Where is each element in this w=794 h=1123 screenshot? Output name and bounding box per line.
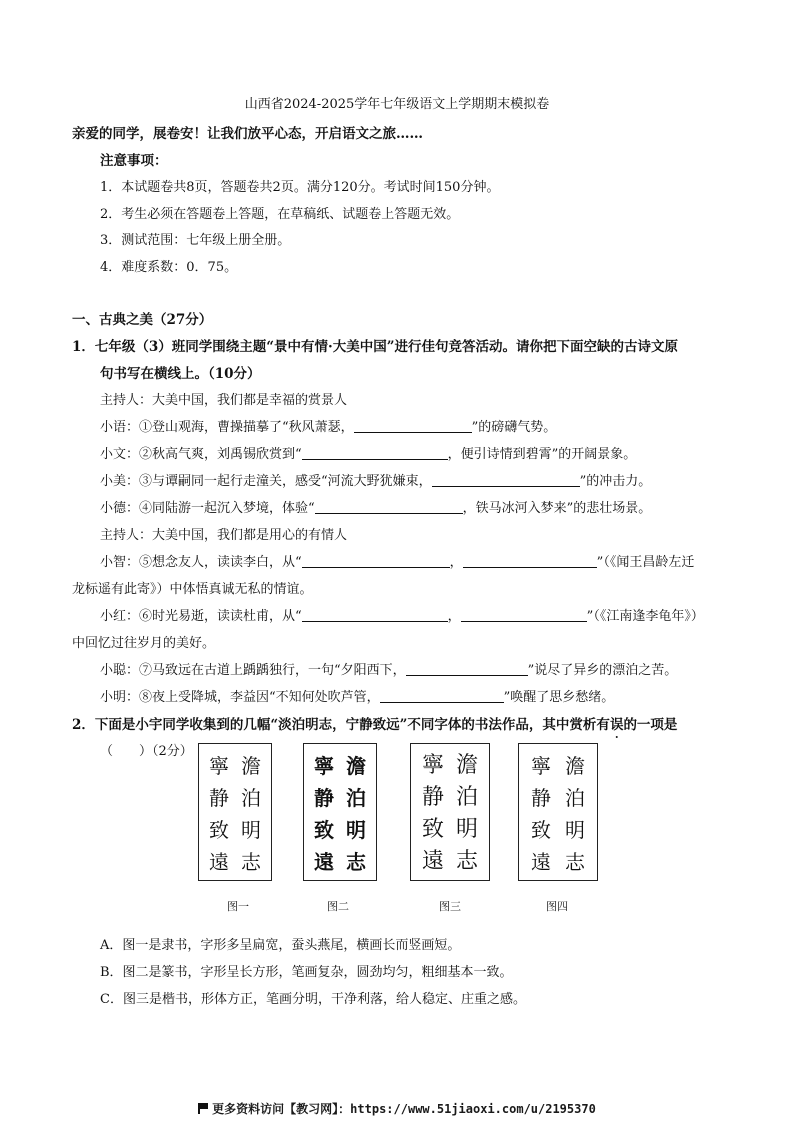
answer-blank[interactable]: [463, 553, 597, 568]
answer-blank[interactable]: [432, 472, 580, 487]
image-caption: 图四: [546, 900, 568, 913]
line-continuation: 龙标遥有此寄》）中体悟真诚无私的情谊。: [72, 582, 313, 597]
calligraphy-char: 致: [421, 817, 444, 842]
calligraphy-char: 泊: [565, 786, 585, 810]
line-text: ”唤醒了思乡愁绪。: [503, 690, 615, 705]
footer-text: 更多资料访问【教习网】：https://www.51jiaoxi.com/u/2195370: [212, 1102, 596, 1116]
answer-line-3: [100, 470, 651, 489]
answer-line-4: [100, 497, 651, 516]
answer-blank[interactable]: [302, 445, 448, 460]
calligraphy-image-3: [410, 743, 490, 881]
calligraphy-char: 静: [314, 786, 334, 810]
notice-item: 2．考生必须在答题卷上答题，在草稿纸、试题卷上答题无效。: [100, 207, 460, 222]
image-caption: 图一: [227, 900, 249, 913]
emphasis-char: 误: [609, 717, 624, 733]
calligraphy-char: 寧: [531, 754, 551, 778]
calligraphy-char: 遠: [531, 850, 551, 874]
stem-text: 2．下面是小宇同学收集到的几幅“淡泊明志，宁静致远”不同字体的书法作品，其中赏析有: [72, 717, 610, 733]
line-text: 小聪：⑦马致远在古道上踽踽独行，一句“夕阳西下，: [100, 663, 406, 678]
answer-blank[interactable]: [302, 553, 450, 568]
line-continuation: 中回忆过往岁月的美好。: [72, 636, 216, 651]
option-b: B．图二是篆书，字形呈长方形，笔画复杂，圆劲均匀，粗细基本一致。: [100, 965, 513, 980]
calligraphy-char: 寧: [314, 754, 334, 778]
section-heading: 一、古典之美（27分）: [72, 312, 213, 328]
line-text: ，: [449, 555, 463, 570]
calligraphy-left-column: [419, 750, 447, 878]
question-2-blank: （ ）（2分）: [100, 744, 193, 759]
line-text: ”（《闻王昌龄左迁: [596, 555, 695, 570]
calligraphy-char: 寧: [421, 753, 444, 778]
calligraphy-char: 志: [455, 849, 478, 874]
calligraphy-char: 遠: [209, 850, 229, 874]
calligraphy-right-column: [453, 750, 481, 878]
calligraphy-char: 泊: [241, 786, 261, 810]
calligraphy-char: 泊: [455, 785, 478, 810]
image-caption: 图二: [327, 900, 349, 913]
line-text: 小智：⑤想念友人，读读李白，从“: [100, 555, 302, 570]
calligraphy-char: 志: [241, 850, 261, 874]
answer-line-8: [100, 686, 614, 705]
page-title: 山西省2024-2025学年七年级语文上学期期末模拟卷: [244, 97, 550, 112]
calligraphy-image-1: [198, 743, 272, 881]
answer-blank[interactable]: [354, 418, 472, 433]
calligraphy-char: 致: [314, 818, 334, 842]
line-text: ”的冲击力。: [579, 474, 652, 489]
calligraphy-char: 静: [421, 785, 444, 810]
notice-item: 4．难度系数：0．75。: [100, 260, 238, 275]
footer-link[interactable]: [0, 1100, 794, 1117]
answer-blank[interactable]: [315, 499, 463, 514]
answer-line-1: [100, 416, 556, 435]
calligraphy-left-column: [310, 750, 338, 878]
answer-blank[interactable]: [302, 607, 448, 622]
line-text: ，: [447, 609, 461, 624]
question-2-stem: [72, 713, 677, 733]
calligraphy-char: 寧: [209, 754, 229, 778]
line-text: 小德：④同陆游一起沉入梦境，体验“: [100, 501, 315, 516]
line-text: ”的磅礴气势。: [471, 420, 557, 435]
calligraphy-char: 志: [346, 850, 366, 874]
calligraphy-char: 致: [209, 818, 229, 842]
question-1-stem-cont: 句书写在横线上。（10分）: [100, 366, 261, 382]
calligraphy-char: 明: [565, 818, 585, 842]
calligraphy-char: 澹: [565, 754, 585, 778]
line-text: 小红：⑥时光易逝，读读杜甫，从“: [100, 609, 302, 624]
line-text: 小明：⑧夜上受降城，李益因“不知何处吹芦管，: [100, 690, 380, 705]
image-caption: 图三: [439, 900, 461, 913]
calligraphy-right-column: [237, 750, 265, 878]
host-line: 主持人：大美中国，我们都是幸福的赏景人: [100, 393, 348, 408]
calligraphy-left-column: [527, 750, 555, 878]
stem-text: 的一项是: [623, 717, 678, 733]
calligraphy-char: 澹: [241, 754, 261, 778]
answer-line-5: [100, 551, 694, 570]
calligraphy-char: 遠: [421, 849, 444, 874]
question-1-stem: 1．七年级（3）班同学围绕主题“景中有情·大美中国”进行佳句竞答活动。请你把下面空缺的古诗文原: [72, 339, 679, 355]
calligraphy-char: 明: [241, 818, 261, 842]
line-text: ，便引诗情到碧霄”的开阔景象。: [447, 447, 637, 462]
calligraphy-char: 澹: [455, 753, 478, 778]
line-text: ，铁马冰河入梦来”的悲壮场景。: [462, 501, 652, 516]
line-text: 小美：③与谭嗣同一起行走潼关，感受“河流大野犹嫌束，: [100, 474, 432, 489]
calligraphy-char: 静: [209, 786, 229, 810]
calligraphy-char: 静: [531, 786, 551, 810]
calligraphy-left-column: [205, 750, 233, 878]
notice-item: 3．测试范围：七年级上册全册。: [100, 233, 291, 248]
line-text: 小语：①登山观海，曹操描摹了“秋风萧瑟，: [100, 420, 354, 435]
option-a: A．图一是隶书，字形多呈扁宽，蚕头燕尾，横画长而竖画短。: [100, 938, 461, 953]
calligraphy-char: 明: [455, 817, 478, 842]
calligraphy-image-2: [303, 743, 377, 881]
calligraphy-char: 志: [565, 850, 585, 874]
notice-item: 1．本试题卷共8页，答题卷共2页。满分120分。考试时间150分钟。: [100, 180, 500, 195]
calligraphy-char: 致: [531, 818, 551, 842]
calligraphy-right-column: [342, 750, 370, 878]
calligraphy-image-4: [518, 743, 598, 881]
answer-blank[interactable]: [461, 607, 587, 622]
flag-icon: [198, 1103, 208, 1114]
calligraphy-char: 遠: [314, 850, 334, 874]
calligraphy-char: 明: [346, 818, 366, 842]
calligraphy-char: 澹: [346, 754, 366, 778]
notice-heading: 注意事项：: [100, 153, 168, 169]
answer-line-7: [100, 659, 677, 678]
calligraphy-right-column: [561, 750, 589, 878]
answer-line-2: [100, 443, 636, 462]
option-c: C．图三是楷书，形体方正，笔画分明，干净利落，给人稳定、庄重之感。: [100, 992, 526, 1007]
calligraphy-char: 泊: [346, 786, 366, 810]
answer-line-6: [100, 605, 704, 624]
answer-blank[interactable]: [406, 661, 528, 676]
line-text: 小文：②秋高气爽，刘禹锡欣赏到“: [100, 447, 302, 462]
host-line: 主持人：大美中国，我们都是用心的有情人: [100, 528, 348, 543]
line-text: ”（《江南逢李龟年》）: [586, 609, 704, 624]
greeting: 亲爱的同学，展卷安！让我们放平心态，开启语文之旅……: [72, 126, 423, 142]
answer-blank[interactable]: [380, 688, 504, 703]
line-text: ”说尽了异乡的漂泊之苦。: [527, 663, 678, 678]
